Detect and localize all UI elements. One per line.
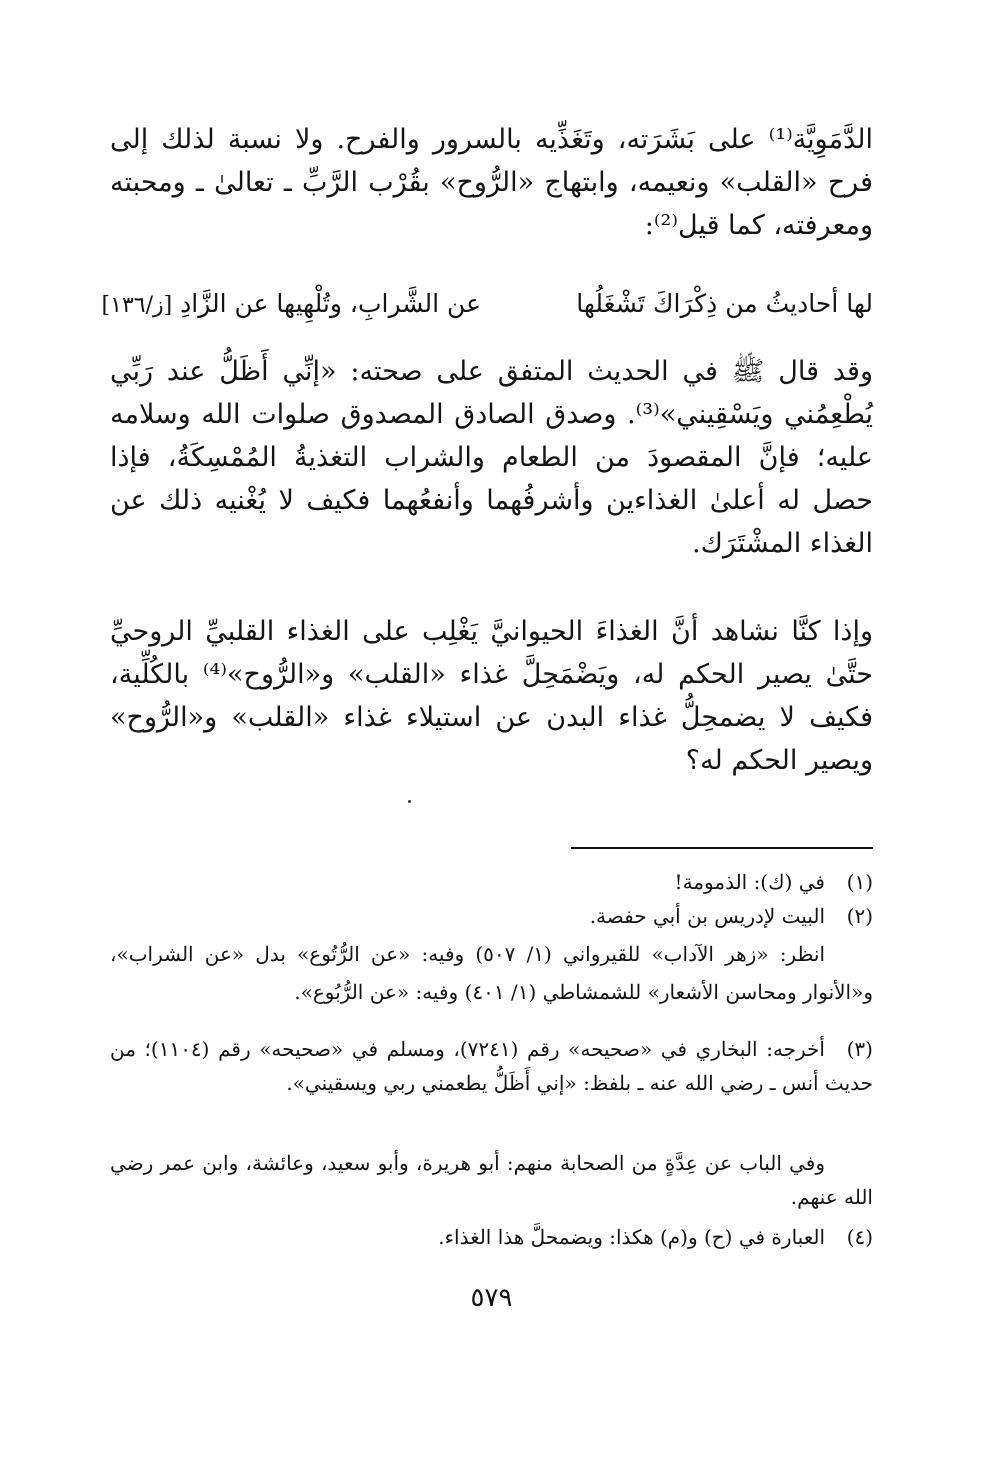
footnote-2 <box>110 899 873 933</box>
paragraph-2: وقد قال ﷺ في الحديث المتفق على صحته: «إنِّي أَظَلُّ عند رَبِّي يُطْعِمُني ويَسْقِيني»⁽³⁾. وصدق الصادق المصدوق صلوات الله وسلامه عليه؛ فإنَّ المقصودَ من الطعام والشراب التغذيةُ المُمْسِكَةُ، فإذا حصل له أعلىٰ الغذاءين وأشرفُهما وأنفعُهما فكيف لا يُغْنيه ذلك عن الغذاء المشْتَرَك. <box>110 356 873 559</box>
footnote-2-continuation: انظر: «زهر الآداب» للقيرواني (١/ ٥٠٧) وفيه: «عن الرُّتُوع» بدل «عن الشراب»، و«الأنوار ومحاسن الأشعار» للشمشاطي (١/ ٤٠١) وفيه: «عن الرُّبُوع». <box>110 942 873 1004</box>
footnote-separator <box>571 847 873 849</box>
verse-hemistich-2: عن الشَّرابِ، وتُلْهِيها عن الزَّادِ <box>180 289 481 318</box>
paragraph-3: وإذا كنَّا نشاهد أنَّ الغذاءَ الحيوانيَّ يَغْلِب على الغذاء القلبيِّ الروحيِّ حتَّىٰ يصير الحكم له، ويَضْمَحِلَّ غذاء «القلب» و«الرُّوح»⁽⁴⁾ بالكُلِّية، فكيف لا يضمحِلُّ غذاء البدن عن استيلاء غذاء «القلب» و«الرُّوح» ويصير الحكم له؟ <box>110 616 874 776</box>
footnote-3 <box>110 1032 873 1100</box>
footnote-number: (٣) <box>846 1037 873 1061</box>
footnote-text: في (ك): الذمومة! <box>674 870 825 894</box>
footnote-1 <box>110 865 873 899</box>
stray-dot <box>408 800 411 803</box>
footnote-number: (١) <box>846 870 873 894</box>
footnote-3-continuation: وفي الباب عن عِدَّةٍ من الصحابة منهم: أبو هريرة، وأبو سعيد، وعائشة، وابن عمر رضي الله عنهم. <box>110 1151 873 1209</box>
verse-reference: [ز/١٣٦] <box>101 293 173 318</box>
footnote-text: أخرجه: البخاري في «صحيحه» رقم (٧٢٤١)، ومسلم في «صحيحه» رقم (١١٠٤)؛ من حديث أنس ـ رضي الله عنه ـ بلفظ: «إني أَظَلُّ يطعمني ربي ويسقيني». <box>110 1037 873 1095</box>
paragraph-1: الدَّمَوِيَّة⁽¹⁾ على بَشَرَته، وتَغَذِّيه بالسرور والفرح. ولا نسبة لذلك إلى فرح «القلب» ونعيمه، وابتهاج «الرُّوح» بقُرْب الرَّبِّ ـ تعالىٰ ـ ومحبته ومعرفته، كما قيل⁽²⁾: <box>110 124 873 241</box>
verse-line <box>101 282 873 325</box>
verse-hemistich-1: لها أحاديثُ من ذِكْرَاكَ تَشْغَلُها <box>576 289 873 318</box>
page-number: ٥٧٩ <box>470 1283 513 1313</box>
footnote-number: (٢) <box>846 904 873 928</box>
footnote-number: (٤) <box>846 1225 873 1249</box>
footnote-text: البيت لإدريس بن أبي حفصة. <box>589 904 825 928</box>
footnote-text: العبارة في (ح) و(م) هكذا: ويضمحلَّ هذا الغذاء. <box>438 1225 825 1249</box>
footnote-4 <box>110 1220 873 1254</box>
